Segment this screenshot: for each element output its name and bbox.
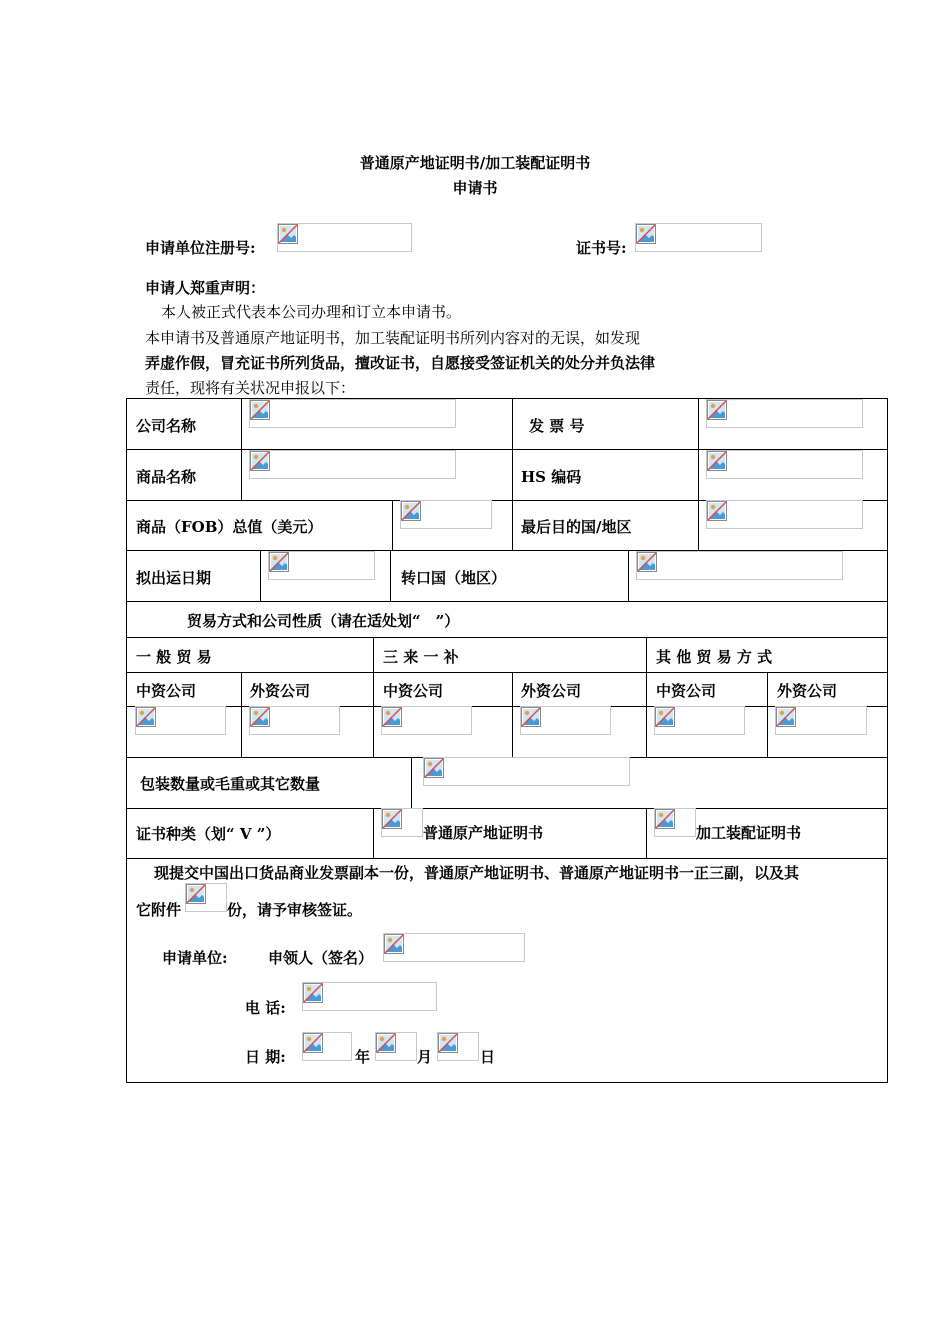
phone-field[interactable] — [302, 982, 437, 1011]
page-title: 普通原产地证明书/加工装配证明书 — [359, 154, 591, 172]
chinese-company-label: 中资公司 — [383, 682, 444, 700]
transit-country-field[interactable] — [636, 551, 843, 580]
broken-image-icon — [376, 1033, 396, 1053]
transit-country-label: 转口国（地区） — [401, 569, 507, 587]
foreign-company-label: 外资公司 — [521, 682, 582, 700]
submit-text: 份，请予审核签证。 — [227, 901, 363, 919]
goods-name-field[interactable] — [249, 450, 456, 479]
fob-value-field[interactable] — [400, 500, 492, 529]
cert-no-field[interactable] — [635, 223, 762, 252]
cert-general-label: 普通原产地证明书 — [423, 824, 544, 842]
broken-image-icon — [655, 707, 675, 727]
other-foreign-checkbox[interactable] — [775, 706, 867, 735]
other-trade-label: 其 他 贸 易 方 式 — [656, 648, 773, 666]
broken-image-icon — [136, 707, 156, 727]
broken-image-icon — [250, 451, 270, 471]
general-trade-label: 一 般 贸 易 — [136, 648, 212, 666]
year-label: 年 — [355, 1048, 371, 1066]
day-label: 日 — [480, 1048, 496, 1066]
chinese-company-label: 中资公司 — [136, 682, 197, 700]
broken-image-icon — [269, 552, 289, 572]
broken-image-icon — [707, 400, 727, 420]
day-field[interactable] — [437, 1032, 479, 1061]
destination-label: 最后目的国/地区 — [521, 518, 632, 536]
broken-image-icon — [303, 983, 323, 1003]
hs-code-label: HS 编码 — [521, 468, 582, 486]
ship-date-field[interactable] — [268, 551, 375, 580]
cert-processing-label: 加工装配证明书 — [696, 824, 802, 842]
page-subtitle: 申请书 — [452, 179, 498, 197]
broken-image-icon — [636, 224, 656, 244]
foreign-company-label: 外资公司 — [250, 682, 311, 700]
cert-type-label: 证书种类（划“ V ”） — [136, 825, 281, 843]
declaration-line: 责任，现将有关状况申报以下： — [145, 379, 356, 397]
company-name-label: 公司名称 — [136, 417, 197, 435]
trade-method-heading: 贸易方式和公司性质（请在适处划“ ”） — [187, 612, 460, 630]
signer-label: 申领人（签名） — [268, 949, 374, 967]
declaration-heading: 申请人郑重声明： — [145, 279, 266, 297]
broken-image-icon — [186, 884, 206, 904]
hs-code-field[interactable] — [706, 450, 863, 479]
company-name-field[interactable] — [249, 399, 456, 428]
cert-no-label: 证书号: — [576, 239, 627, 257]
package-qty-field[interactable] — [423, 757, 630, 786]
ship-date-label: 拟出运日期 — [136, 569, 212, 587]
broken-image-icon — [424, 758, 444, 778]
broken-image-icon — [707, 451, 727, 471]
general-chinese-checkbox[interactable] — [135, 706, 226, 735]
broken-image-icon — [401, 501, 421, 521]
package-qty-label: 包装数量或毛重或其它数量 — [140, 775, 321, 793]
submit-text: 它附件 — [136, 901, 182, 919]
invoice-no-field[interactable] — [706, 399, 863, 428]
phone-label: 电 话: — [245, 999, 286, 1017]
year-field[interactable] — [302, 1032, 352, 1061]
month-field[interactable] — [375, 1032, 417, 1061]
broken-image-icon — [384, 934, 404, 954]
date-label: 日 期: — [245, 1048, 286, 1066]
declaration-line: 弄虚作假，冒充证书所列货品，擅改证书，自愿接受签证机关的处分并负法律 — [145, 354, 656, 372]
broken-image-icon — [250, 400, 270, 420]
reg-no-label: 申请单位注册号: — [145, 239, 256, 257]
month-label: 月 — [417, 1048, 433, 1066]
fob-value-label: 商品（FOB）总值（美元） — [136, 518, 323, 536]
processing-foreign-checkbox[interactable] — [520, 706, 611, 735]
chinese-company-label: 中资公司 — [656, 682, 717, 700]
general-foreign-checkbox[interactable] — [249, 706, 340, 735]
cert-processing-checkbox[interactable] — [654, 808, 696, 837]
broken-image-icon — [438, 1033, 458, 1053]
goods-name-label: 商品名称 — [136, 468, 197, 486]
broken-image-icon — [776, 707, 796, 727]
processing-chinese-checkbox[interactable] — [381, 706, 472, 735]
declaration-line: 本申请书及普通原产地证明书，加工装配证明书所列内容对的无误，如发现 — [145, 329, 641, 347]
broken-image-icon — [250, 707, 270, 727]
declaration-line: 本人被正式代表本公司办理和订立本申请书。 — [161, 303, 462, 321]
foreign-company-label: 外资公司 — [777, 682, 838, 700]
cert-general-checkbox[interactable] — [381, 808, 423, 837]
reg-no-field[interactable] — [277, 223, 412, 252]
broken-image-icon — [382, 809, 402, 829]
broken-image-icon — [707, 501, 727, 521]
other-chinese-checkbox[interactable] — [654, 706, 745, 735]
attachment-count-field[interactable] — [185, 883, 227, 912]
signer-field[interactable] — [383, 933, 525, 962]
invoice-no-label: 发 票 号 — [529, 417, 585, 435]
applicant-unit-label: 申请单位: — [162, 949, 228, 967]
broken-image-icon — [655, 809, 675, 829]
broken-image-icon — [382, 707, 402, 727]
submit-text: 现提交中国出口货品商业发票副本一份，普通原产地证明书、普通原产地证明书一正三副，以及其 — [154, 864, 800, 882]
application-table — [126, 398, 888, 1083]
broken-image-icon — [637, 552, 657, 572]
broken-image-icon — [278, 224, 298, 244]
broken-image-icon — [303, 1033, 323, 1053]
processing-trade-label: 三 来 一 补 — [383, 648, 459, 666]
destination-field[interactable] — [706, 500, 863, 529]
broken-image-icon — [521, 707, 541, 727]
